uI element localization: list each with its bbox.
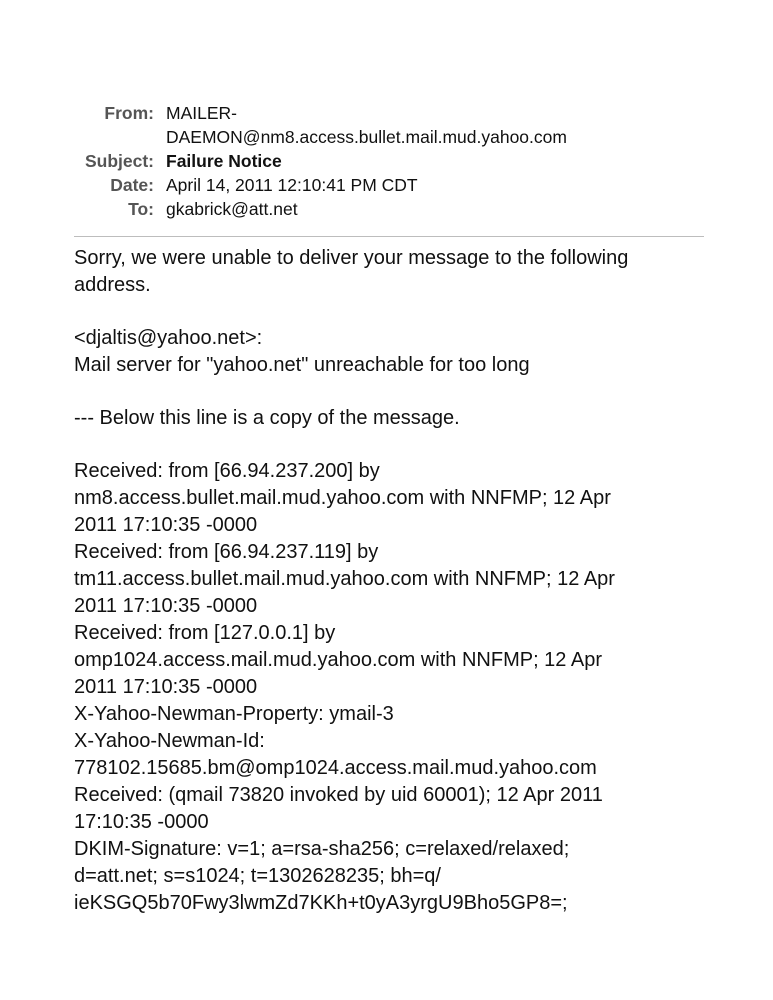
date-value: April 14, 2011 12:10:41 PM CDT xyxy=(166,175,418,195)
intro-line-1: Sorry, we were unable to deliver your message to the following xyxy=(74,247,629,269)
message-line: 2011 17:10:35 -0000 xyxy=(74,595,258,617)
to-label: To: xyxy=(128,199,154,219)
message-line: d=att.net; s=s1024; t=1302628235; bh=q/ xyxy=(74,865,441,887)
subject-label: Subject: xyxy=(84,151,154,171)
message-line: 17:10:35 -0000 xyxy=(74,811,209,833)
from-row xyxy=(74,101,704,149)
spacer xyxy=(74,299,714,325)
message-line: 2011 17:10:35 -0000 xyxy=(74,676,258,698)
from-value[interactable] xyxy=(166,101,666,149)
message-line: nm8.access.bullet.mail.mud.yahoo.com with NNFMP; 12 Apr xyxy=(74,487,611,509)
from-label: From: xyxy=(104,103,154,123)
message-line: X-Yahoo-Newman-Id: xyxy=(74,730,265,752)
message-line: Received: (qmail 73820 invoked by uid 60001); 12 Apr 2011 xyxy=(74,784,603,806)
from-value-line-2: DAEMON@nm8.access.bullet.mail.mud.yahoo.com xyxy=(166,127,567,147)
date-row xyxy=(74,173,704,197)
email-header xyxy=(74,101,704,221)
message-line: X-Yahoo-Newman-Property: ymail-3 xyxy=(74,703,394,725)
message-line: 2011 17:10:35 -0000 xyxy=(74,514,258,536)
message-line: Received: from [66.94.237.200] by xyxy=(74,460,380,482)
failed-address: <djaltis@yahoo.net>: xyxy=(74,327,263,349)
spacer xyxy=(74,379,714,405)
email-body xyxy=(74,245,714,917)
intro-line-2: address. xyxy=(74,274,151,296)
date-label: Date: xyxy=(110,175,154,195)
delivery-error-paragraph xyxy=(74,325,714,379)
message-line: ieKSGQ5b70Fwy3lwmZd7KKh+t0yA3yrgU9Bho5GP8=; xyxy=(74,892,568,914)
subject-value: Failure Notice xyxy=(166,151,282,171)
message-headers xyxy=(74,458,714,917)
message-line: Received: from [66.94.237.119] by xyxy=(74,541,379,563)
intro-paragraph xyxy=(74,245,714,299)
from-value-line-1: MAILER- xyxy=(166,103,237,123)
header-divider xyxy=(74,236,704,237)
message-line: Received: from [127.0.0.1] by xyxy=(74,622,336,644)
to-row xyxy=(74,197,704,221)
subject-row xyxy=(74,149,704,173)
error-reason: Mail server for "yahoo.net" unreachable for too long xyxy=(74,354,530,376)
message-line: 778102.15685.bm@omp1024.access.mail.mud.yahoo.com xyxy=(74,757,597,779)
message-line: DKIM-Signature: v=1; a=rsa-sha256; c=relaxed/relaxed; xyxy=(74,838,570,860)
message-line: omp1024.access.mail.mud.yahoo.com with NNFMP; 12 Apr xyxy=(74,649,602,671)
to-value[interactable]: gkabrick@att.net xyxy=(166,199,298,219)
separator-paragraph xyxy=(74,405,714,432)
spacer xyxy=(74,432,714,458)
separator-line: --- Below this line is a copy of the message. xyxy=(74,407,460,429)
message-line: tm11.access.bullet.mail.mud.yahoo.com with NNFMP; 12 Apr xyxy=(74,568,615,590)
